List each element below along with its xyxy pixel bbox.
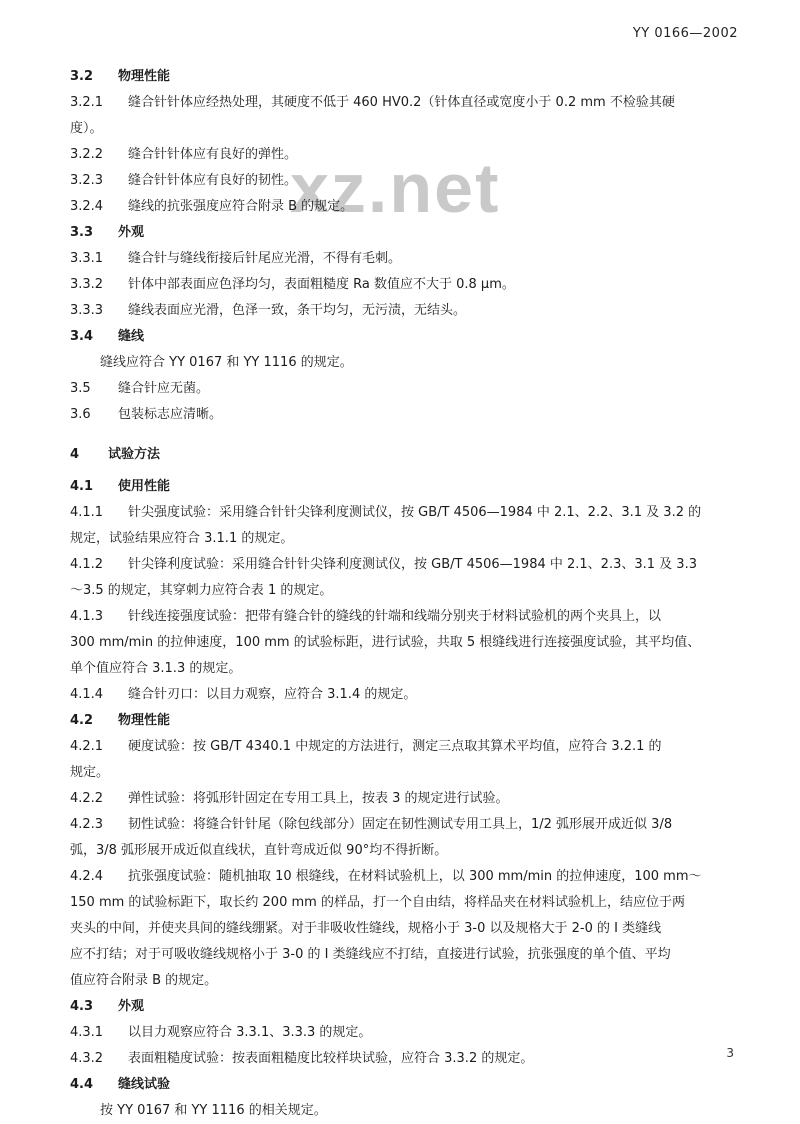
clause-line — [70, 1072, 740, 1098]
clause-text: 缝合针针体应有良好的弹性。 — [128, 147, 298, 162]
clause-line — [70, 500, 740, 526]
clause-text: 缝合针针体应有良好的韧性。 — [128, 173, 298, 188]
clause-number: 3.2.2 — [70, 147, 104, 162]
section-heading: 试验方法 — [108, 447, 161, 462]
continuation-line — [70, 1098, 740, 1124]
clause-number: 4.4 — [70, 1077, 94, 1092]
clause-line — [70, 376, 740, 402]
clause-text: 按 YY 0167 和 YY 1116 的相关规定。 — [100, 1103, 327, 1118]
continuation-line — [70, 838, 740, 864]
clause-number: 4.2.1 — [70, 739, 104, 754]
clause-number: 4.2.3 — [70, 817, 104, 832]
clause-number: 4.1.4 — [70, 687, 104, 702]
clause-line — [70, 734, 740, 760]
clause-text: 表面粗糙度试验：按表面粗糙度比较样块试验，应符合 3.3.2 的规定。 — [128, 1051, 534, 1066]
clause-line — [70, 168, 740, 194]
clause-line — [70, 402, 740, 428]
clause-number: 3.3 — [70, 225, 94, 240]
clause-line — [70, 864, 740, 890]
clause-line — [70, 682, 740, 708]
clause-text: 值应符合附录 B 的规定。 — [70, 973, 218, 988]
continuation-line — [70, 526, 740, 552]
clause-text: 抗张强度试验：随机抽取 10 根缝线，在材料试验机上，以 300 mm/min 的拉伸速度，100 mm～ — [128, 869, 702, 884]
clause-number: 4.2.4 — [70, 869, 104, 884]
clause-line — [70, 1020, 740, 1046]
clause-line — [70, 194, 740, 220]
clause-text: 单个值应符合 3.1.3 的规定。 — [70, 661, 242, 676]
clause-line — [70, 142, 740, 168]
clause-number: 4.3 — [70, 999, 94, 1014]
clause-number: 4.1.1 — [70, 505, 104, 520]
clause-number: 3.5 — [70, 381, 91, 396]
clause-number: 4.3.2 — [70, 1051, 104, 1066]
continuation-line — [70, 350, 740, 376]
continuation-line — [70, 116, 740, 142]
section-heading: 使用性能 — [118, 479, 171, 494]
clause-number: 3.6 — [70, 407, 91, 422]
clause-line — [70, 324, 740, 350]
clause-text: 300 mm/min 的拉伸速度，100 mm 的试验标距，进行试验，共取 5 根缝线进行连接强度试验，其平均值、 — [70, 635, 701, 650]
clause-number: 3.3.2 — [70, 277, 104, 292]
continuation-line — [70, 630, 740, 656]
clause-number: 4.2.2 — [70, 791, 104, 806]
clause-line — [70, 994, 740, 1020]
continuation-line — [70, 578, 740, 604]
clause-text: 缝合针与缝线衔接后针尾应光滑，不得有毛刺。 — [128, 251, 402, 266]
clause-number: 4.1.3 — [70, 609, 104, 624]
document-body — [70, 64, 740, 1124]
clause-text: 度）。 — [70, 121, 103, 136]
section-heading: 物理性能 — [118, 713, 171, 728]
clause-line — [70, 1046, 740, 1072]
continuation-line — [70, 942, 740, 968]
clause-text: ～3.5 的规定，其穿刺力应符合表 1 的规定。 — [70, 583, 333, 598]
section-spacer — [70, 428, 740, 442]
clause-line — [70, 786, 740, 812]
clause-line — [70, 442, 740, 468]
clause-text: 缝线应符合 YY 0167 和 YY 1116 的规定。 — [100, 355, 353, 370]
section-heading: 缝线 — [118, 329, 145, 344]
clause-line — [70, 90, 740, 116]
clause-text: 弹性试验：将弧形针固定在专用工具上，按表 3 的规定进行试验。 — [128, 791, 509, 806]
clause-line — [70, 64, 740, 90]
clause-text: 弧，3/8 弧形展开成近似直线状，直针弯成近似 90°均不得折断。 — [70, 843, 448, 858]
clause-number: 3.2.3 — [70, 173, 104, 188]
clause-text: 缝合针刃口：以目力观察，应符合 3.1.4 的规定。 — [128, 687, 417, 702]
clause-text: 针体中部表面应色泽均匀，表面粗糙度 Ra 数值应不大于 0.8 μm。 — [128, 277, 515, 292]
section-heading: 外观 — [118, 999, 145, 1014]
clause-number: 4.2 — [70, 713, 94, 728]
continuation-line — [70, 760, 740, 786]
clause-number: 3.2.1 — [70, 95, 104, 110]
clause-text: 应不打结；对于可吸收缝线规格小于 3-0 的 I 类缝线应不打结，直接进行试验，抗张强度的单个值、平均 — [70, 947, 671, 962]
clause-number: 3.2.4 — [70, 199, 104, 214]
clause-line — [70, 246, 740, 272]
clause-text: 针尖锋利度试验：采用缝合针针尖锋利度测试仪，按 GB/T 4506—1984 中 2.1、2.3、3.1 及 3.3 — [128, 557, 697, 572]
clause-text: 硬度试验：按 GB/T 4340.1 中规定的方法进行，测定三点取其算术平均值，应符合 3.2.1 的 — [128, 739, 662, 754]
clause-text: 以目力观察应符合 3.3.1、3.3.3 的规定。 — [128, 1025, 372, 1040]
clause-line — [70, 812, 740, 838]
section-heading: 物理性能 — [118, 69, 171, 84]
clause-text: 缝合针应无菌。 — [118, 381, 210, 396]
continuation-line — [70, 968, 740, 994]
clause-number: 3.2 — [70, 69, 94, 84]
clause-text: 针尖强度试验：采用缝合针针尖锋利度测试仪，按 GB/T 4506—1984 中 2.1、2.2、3.1 及 3.2 的 — [128, 505, 702, 520]
clause-line — [70, 708, 740, 734]
clause-line — [70, 298, 740, 324]
clause-text: 韧性试验：将缝合针针尾（除包线部分）固定在韧性测试专用工具上，1/2 弧形展开成近似 3/8 — [128, 817, 673, 832]
clause-text: 规定。 — [70, 765, 110, 780]
clause-text: 缝线表面应光滑，色泽一致，条干均匀，无污渍，无结头。 — [128, 303, 467, 318]
clause-line — [70, 474, 740, 500]
continuation-line — [70, 656, 740, 682]
clause-number: 4 — [70, 447, 80, 462]
clause-number: 3.4 — [70, 329, 94, 344]
standard-code-header: YY 0166—2002 — [632, 26, 738, 41]
clause-line — [70, 604, 740, 630]
clause-text: 缝合针针体应经热处理，其硬度不低于 460 HV0.2（针体直径或宽度小于 0.2 mm 不检验其硬 — [128, 95, 675, 110]
page-number: 3 — [726, 1046, 734, 1060]
clause-line — [70, 552, 740, 578]
watermark: xz.net — [290, 149, 501, 227]
clause-text: 缝线的抗张强度应符合附录 B 的规定。 — [128, 199, 354, 214]
clause-text: 夹头的中间，并使夹具间的缝线绷紧。对于非吸收性缝线，规格小于 3-0 以及规格大于 2-0 的 I 类缝线 — [70, 921, 662, 936]
clause-number: 3.3.1 — [70, 251, 104, 266]
section-heading: 外观 — [118, 225, 145, 240]
clause-text: 针线连接强度试验：把带有缝合针的缝线的针端和线端分别夹于材料试验机的两个夹具上，以 — [128, 609, 662, 624]
clause-number: 4.1.2 — [70, 557, 104, 572]
continuation-line — [70, 916, 740, 942]
clause-number: 4.1 — [70, 479, 94, 494]
clause-number: 4.3.1 — [70, 1025, 104, 1040]
clause-text: 包装标志应清晰。 — [118, 407, 223, 422]
clause-text: 规定，试验结果应符合 3.1.1 的规定。 — [70, 531, 294, 546]
clause-number: 3.3.3 — [70, 303, 104, 318]
clause-line — [70, 220, 740, 246]
section-heading: 缝线试验 — [118, 1077, 171, 1092]
continuation-line — [70, 890, 740, 916]
clause-line — [70, 272, 740, 298]
clause-text: 150 mm 的试验标距下，取长约 200 mm 的样品，打一个自由结，将样品夹在材料试验机上，结应位于两 — [70, 895, 685, 910]
